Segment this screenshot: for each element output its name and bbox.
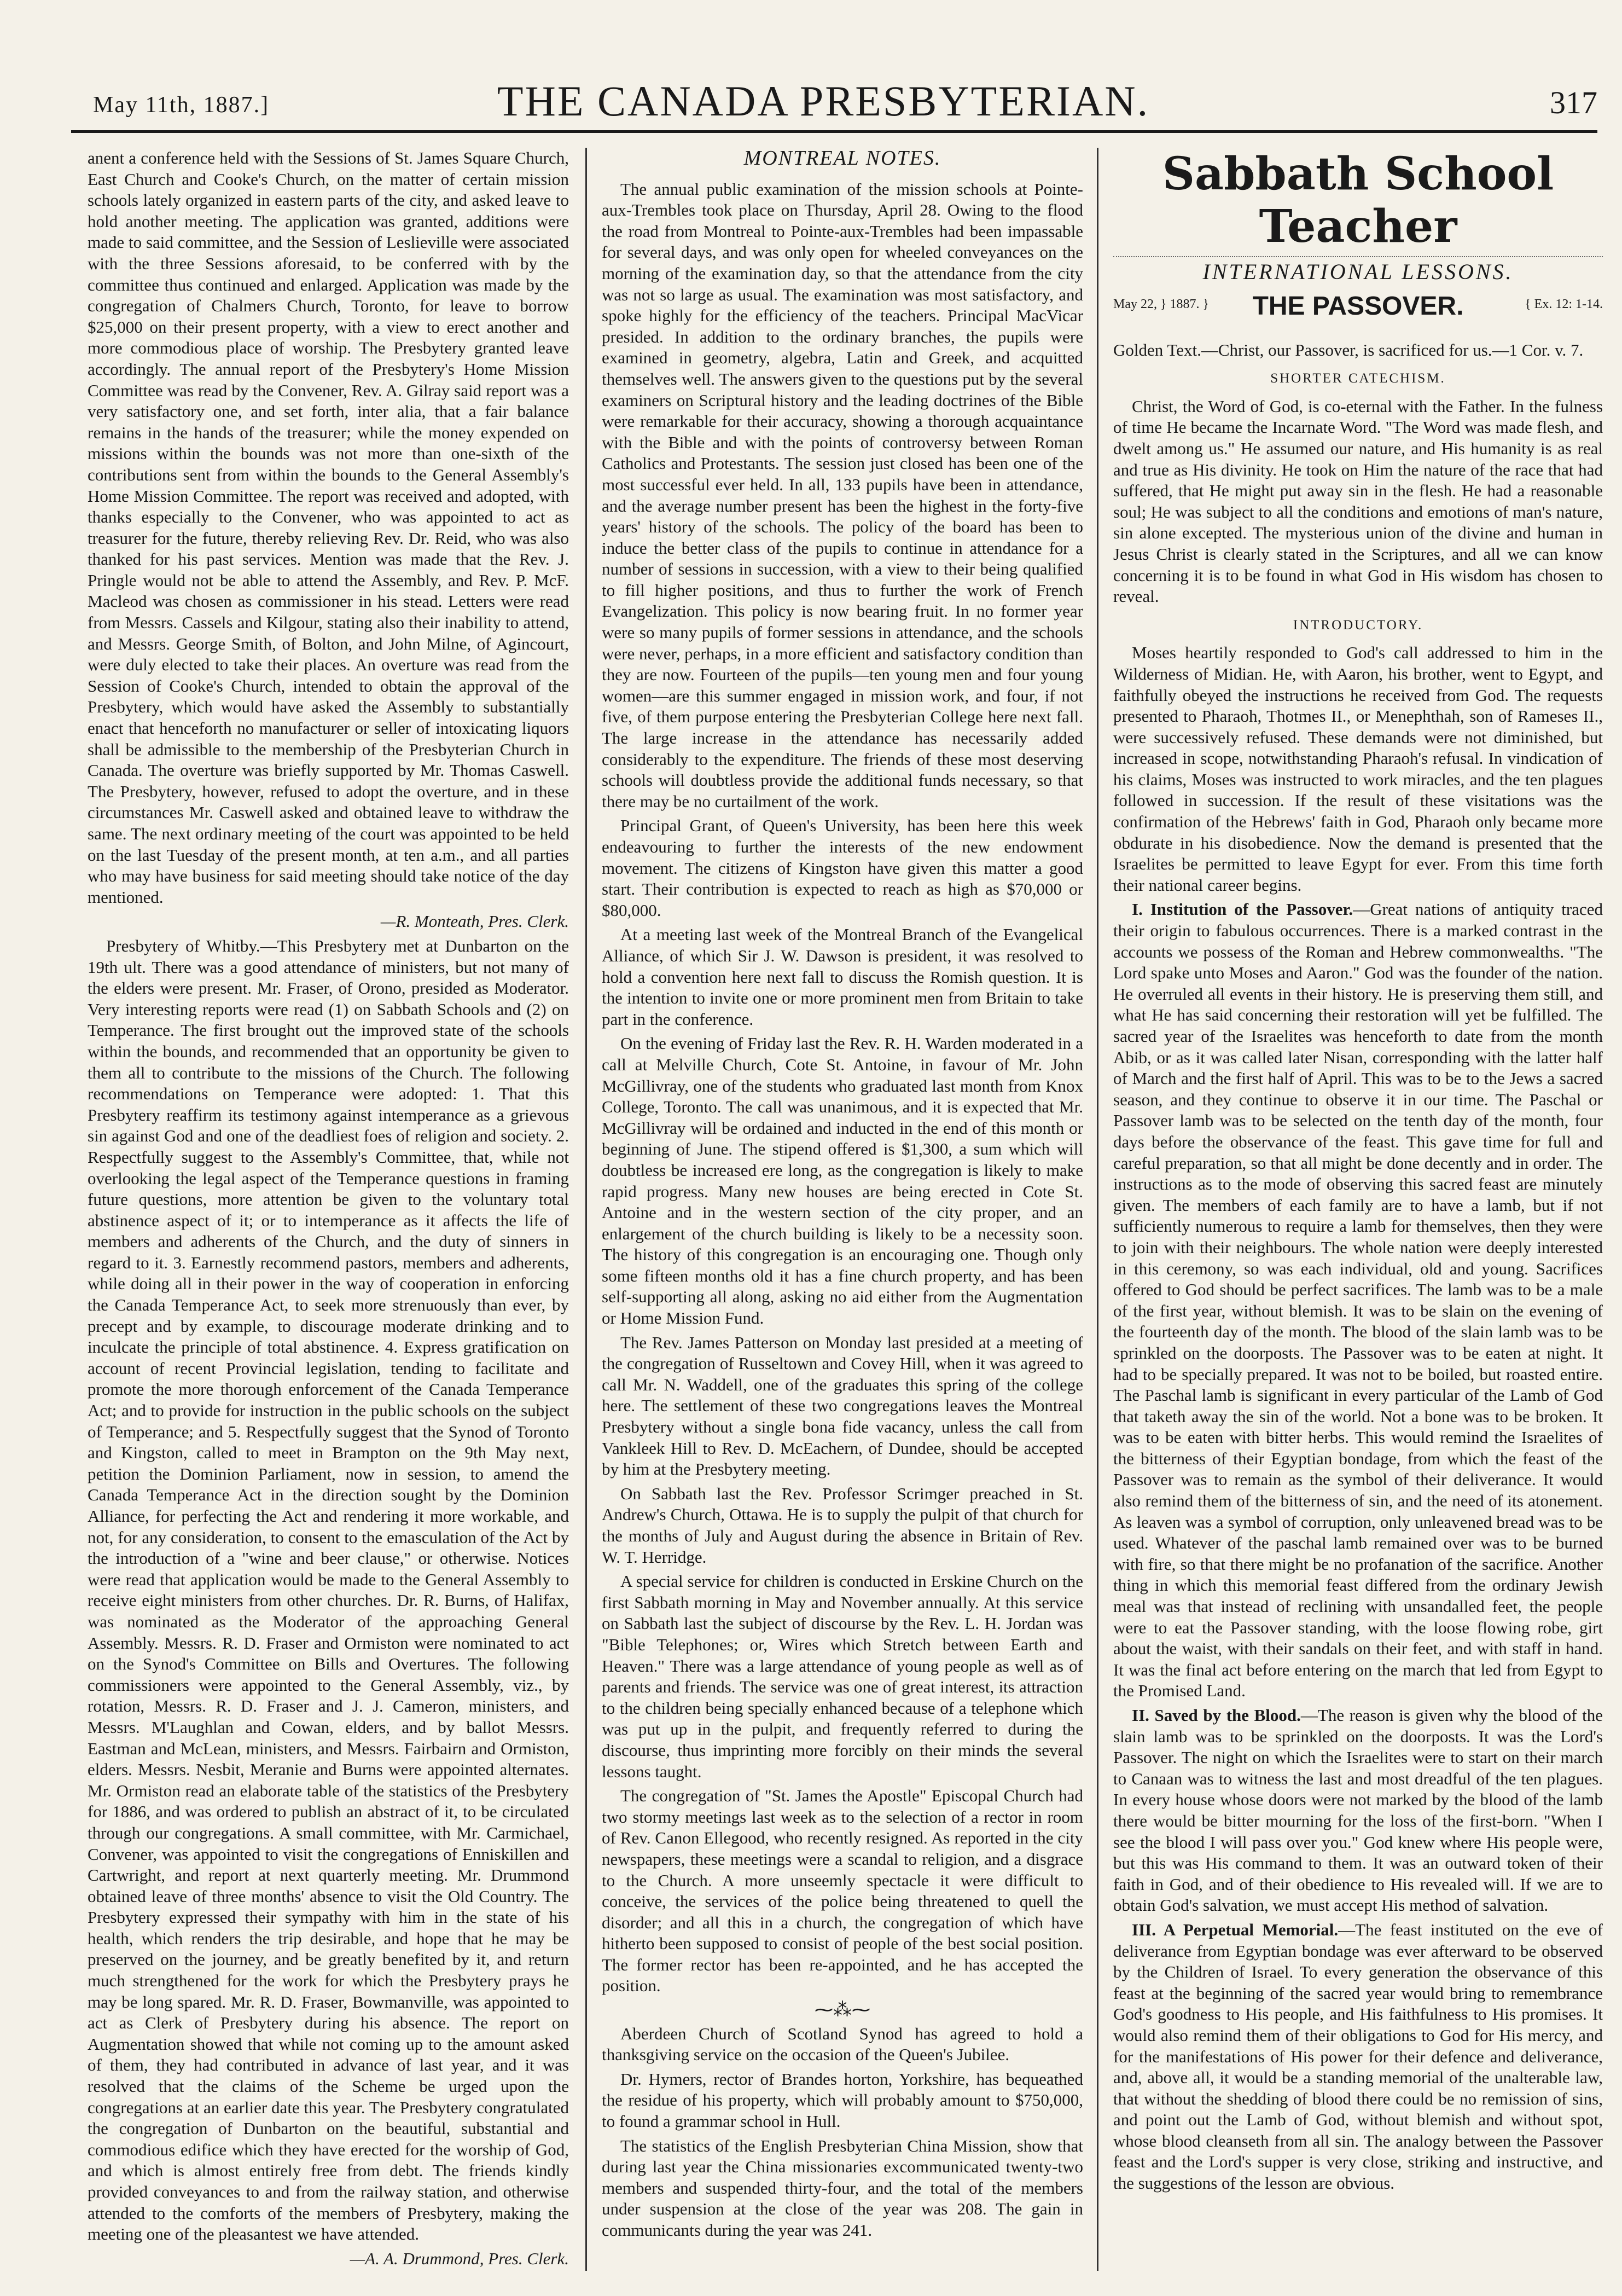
catechism-heading: SHORTER CATECHISM. xyxy=(1270,371,1446,386)
lesson-section xyxy=(1113,899,1603,1702)
article-paragraph: On the evening of Friday last the Rev. R. H. Warden moderated in a call at Melville Church, Cote St. Antoine, in favour of Mr. John McGillivray, one of the students who graduated last month from Knox College, Toronto. The call was unanimous, and it is expected that Mr. McGillivray will be ordained and inducted in the end of this month or beginning of June. The stipend offered is $1,300, a sum which will doubtless be increased ere long, as the congregation is likely to make rapid progress. Many new houses are being erected in Cote St. Antoine and in the western section of the city proper, and an enlargement of the church building is likely to be a necessity soon. The history of this congregation is an encouraging one. Though only some fifteen months old it has a fine church property, and has been self-supporting all along, asking no aid either from the Augmentation or Home Mission Fund. xyxy=(602,1034,1083,1328)
article-paragraph: Dr. Hymers, rector of Brandes horton, Yorkshire, has bequeathed the residue of his property, which will probably amount to $750,000, to found a grammar school in Hull. xyxy=(602,2069,1083,2131)
section-heading: MONTREAL NOTES. xyxy=(743,148,941,170)
article-paragraph: At a meeting last week of the Montreal Branch of the Evangelical Alliance, of which Sir J. W. Dawson is president, it was resolved to hold a convention here next fall to discuss the Romish question. It is the intention to invite one or more prominent men from Britain to take part in the conference. xyxy=(602,925,1083,1029)
section-text: —The reason is given why the blood of the slain lamb was to be sprinkled on the doorposts. It was the Lord's Passover. The night on which the Israelites were to start on their march to Canaan was to witness the last and most dreadful of the ten plagues. In every house whose doors were not marked by the blood of the lamb there would be bitter mourning for the loss of the first-born. "When I see the blood I will pass over you." God knew where His people were, but this was His command to them. It was an outward token of their faith in God, and of their obedience to His revealed will. If we are to obtain God's salvation, we must accept His method of salvation. xyxy=(1113,1706,1603,1915)
header-rule xyxy=(71,130,1597,133)
section-title: Sabbath School Teacher xyxy=(1162,148,1554,253)
article-paragraph: The Rev. James Patterson on Monday last presided at a meeting of the congregation of Russeltown and Covey Hill, when it was agreed to call Mr. N. Waddell, one of the graduates this spring of the college here. The settlement of these two congregations leaves the Montreal Presbytery without a single bona fide vacancy, unless the call from Vankleek Hill to Rev. D. McEachern, of Dundee, should be accepted by him at the Presbytery meeting. xyxy=(602,1332,1083,1479)
section-lead: II. Saved by the Blood. xyxy=(1132,1706,1301,1725)
article-paragraph: Principal Grant, of Queen's University, has been here this week endeavouring to further the interests of the new endowment movement. The citizens of Kingston have given this matter a good start. Their contribution is expected to reach as high as $70,000 or $80,000. xyxy=(602,816,1083,920)
lesson-section xyxy=(1113,1705,1603,1916)
section-text: —The feast instituted on the eve of deliverance from Egyptian bondage was ever afterward to be observed by the Children of Israel. To every generation the observance of this feast at the beginning of the sacred year would bring to remembrance God's goodness to His people, and His faithfulness to His promises. It would also remind them of their obligations to God for His mercy, and for the manifestations of His power for their defence and deliverance, and, above all, it would be a standing memorial of the unalterable law, that without the shedding of blood there could be no remission of sins, and point out the Lamb of God, without blemish and without spot, whose blood cleanseth from all sin. The analogy between the Passover feast and the Lord's supper is very close, striking and instructive, and the suggestions of the lesson are obvious. xyxy=(1113,1920,1603,2193)
article-paragraph: Presbytery of Whitby.—This Presbytery met at Dunbarton on the 19th ult. There was a good attendance of ministers, but not many of the elders were present. Mr. Fraser, of Orono, presided as Moderator. Very interesting reports were read (1) on Sabbath Schools and (2) on Temperance. The first brought out the improved state of the schools within the bounds, and recommended that an opportunity be given to them all to contribute to the missions of the Church. The following recommendations on Temperance were adopted: 1. That this Presbytery reaffirm its testimony against intemperance as a grievous sin against God and one of the deadliest foes of religion and society. 2. Respectfully suggest to the Assembly's Committee, that, while not overlooking the legal aspect of the Temperance questions in framing future questions, more attention be given to the voluntary total abstinence aspect of it; or to intemperance as it affects the life of members and adherents of the Church, and the duty of sinners in regard to it. 3. Earnestly recommend pastors, members and adherents, while doing all in their power in the way of cooperation in enforcing the Canada Temperance Act, to seek more strenuously than ever, by precept and by example, to discourage moderate drinking and to inculcate the principle of total abstinence. 4. Express gratification on account of recent Provincial legislation, tending to facilitate and promote the more thorough enforcement of the Canada Temperance Act; and to provide for instruction in the public schools on the subject of Temperance; and 5. Respectfully suggest that the Synod of Toronto and Kingston, called to meet in Brampton on the 9th May next, petition the Dominion Parliament, now in session, to amend the Canada Temperance Act in the direction sought by the Dominion Alliance, for perfecting the Act and rendering it more workable, and not, for any consideration, to consent to the emasculation of the Act by the introduction of a "wine and beer clause," or otherwise. Notices were read that application would be made to the General Assembly to receive eight ministers from other churches. Dr. R. Burns, of Halifax, was nominated as the Moderator of the approaching General Assembly. Messrs. R. D. Fraser and Ormiston were nominated to act on the Synod's Committee on Bills and Overtures. The following commissioners were appointed to the General Assembly, viz., by rotation, Messrs. R. D. Fraser and J. J. Cameron, ministers, and Messrs. M'Laughlan and Cowan, elders, and by ballot Messrs. Eastman and McLean, ministers, and Messrs. Fairbairn and Ormiston, elders. Messrs. Nesbit, Meranie and Burns were appointed alternates. Mr. Ormiston read an elaborate table of the statistics of the Presbytery for 1886, and was ordered to publish an abstract of it, to be circulated through our congregations. A small committee, with Mr. Carmichael, Convener, was appointed to visit the congregations of Enniskillen and Cartwright, and report at next quarterly meeting. Mr. Drummond obtained leave of three months' absence to visit the Old Country. The Presbytery expressed their sympathy with him in the state of his health, which renders the trip desirable, and hope that he may be preserved on the journey, and be greatly benefited by it, and return much strengthened for the work for which the Presbytery prays he may be long spared. Mr. R. D. Fraser, Bowmanville, was appointed to act as Clerk of Presbytery during his absence. The report on Augmentation showed that while not coming up to the amount asked of them, they had contributed in advance of last year, and it was resolved that the claims of the Scheme be urged upon the congregations at an earlier date this year. The Presbytery congratulated the congregation of Dunbarton on the beautiful, substantial and commodious edifice which they have erected for the worship of God, and which is almost entirely free from debt. The friends kindly provided conveyances to and from the railway station, and otherwise attended to the comforts of the members of Presbytery, making the meeting one of the pleasantest we have attended. xyxy=(88,936,569,2244)
article-paragraph: Aberdeen Church of Scotland Synod has agreed to hold a thanksgiving service on the occasion of the Queen's Jubilee. xyxy=(602,2024,1083,2065)
lesson-header xyxy=(1113,291,1603,332)
introductory-heading: INTRODUCTORY. xyxy=(1293,617,1423,633)
section-subtitle: INTERNATIONAL LESSONS. xyxy=(1113,256,1603,283)
signature: —R. Monteath, Pres. Clerk. xyxy=(380,912,569,931)
column-divider xyxy=(585,148,587,2271)
article-paragraph: The congregation of "St. James the Apostle" Episcopal Church had two stormy meetings last week as to the selection of a rector in room of Rev. Canon Ellegood, who recently resigned. As reported in the city newspapers, these meetings were a scandal to religion, and a disgrace to the Church. A more unseemly spectacle it were difficult to conceive, the services of the police being threatened to quell the disorder; and all this in a church, the congregation of which have hitherto been supposed to consist of people of the best social position. The former rector has been re-appointed, and he has accepted the position. xyxy=(602,1786,1083,1996)
article-paragraph: On Sabbath last the Rev. Professor Scrimger preached in St. Andrew's Church, Ottawa. He is to supply the pulpit of that church for the months of July and August during the absence in Britain of Rev. W. T. Herridge. xyxy=(602,1483,1083,1567)
column-divider xyxy=(1097,148,1098,2271)
page-number: 317 xyxy=(1550,85,1597,120)
column-montreal-notes xyxy=(602,148,1083,2271)
article-paragraph: Moses heartily responded to God's call addressed to him in the Wilderness of Midian. He, with Aaron, his brother, went to Egypt, and faithfully obeyed the instructions he received from God. The requests presented to Pharaoh, Thotmes II., or Menephthah, son of Rameses II., were successively refused. These demands were not diminished, but increased in scope, notwithstanding Pharaoh's refusal. In vindication of his claims, Moses was instructed to work miracles, and the ten plagues followed in succession. If the result of these visitations was the confirmation of the Hebrews' faith in God, Pharaoh only became more obdurate in his disobedience. Now the demand is presented that the Israelites be permitted to leave Egypt for ever. From this time forth their national career begins. xyxy=(1113,643,1603,895)
section-divider: ⁓⁂⁓ xyxy=(815,2000,870,2021)
column-presbytery-reports xyxy=(88,148,569,2271)
column-sabbath-school xyxy=(1113,148,1603,2271)
lesson-section xyxy=(1113,1920,1603,2194)
article-paragraph: anent a conference held with the Sessions of St. James Square Church, East Church and Cooke's Church, on the matter of certain mission schools lately organized in eastern parts of the city, and asked leave to hold another meeting. The application was granted, additions were made to said committee, and the Session of Leslieville were associated with the three Sessions aforesaid, to be conferred with by the committee thus continued and enlarged. Application was made by the congregation of Chalmers Church, Toronto, for leave to borrow $25,000 on their present property, with a view to erect another and more commodious place of worship. The Presbytery granted leave accordingly. The annual report of the Presbytery's Home Mission Committee was read by the Convener, Rev. A. Gilray said report was a very satisfactory one, and set forth, inter alia, that a fair balance remains in the hands of the treasurer; while the money expended on missions within the bounds was not more than one-sixth of the contributions sent from within the bounds to the General Assembly's Home Mission Committee. The report was received and adopted, with thanks especially to the Convener, who was appointed to act as treasurer for the future, thereby relieving Rev. Dr. Reid, who was also thanked for his past services. Mention was made that the Rev. J. Pringle would not be able to attend the Assembly, and Rev. P. McF. Macleod was chosen as commissioner in his stead. Letters were read from Messrs. Cassels and Kilgour, stating also their inability to attend, and Messrs. George Smith, of Bolton, and John Milne, of Agincourt, were duly elected to take their places. An overture was read from the Session of Cooke's Church, intended to obtain the approval of the Presbytery, which would have asked the Assembly to substantially enact that henceforth no manufacturer or seller of intoxicating liquors shall be admissible to the membership of the Presbyterian Church in Canada. The overture was briefly supported by Mr. Thomas Caswell. The Presbytery, however, refused to adopt the overture, and in these circumstances Mr. Caswell asked and obtained leave to withdraw the same. The next ordinary meeting of the court was appointed to be held on the last Tuesday of the present month, at ten a.m., and all parties who may have business for said meeting should take notice of the day mentioned. xyxy=(88,148,569,907)
article-paragraph: The statistics of the English Presbyterian China Mission, show that during last year the China missionaries excommunicated twenty-two members and suspended thirty-four, and the total of the members under suspension at the close of the year was 208. The gain in communicants during the year was 241. xyxy=(602,2136,1083,2240)
article-paragraph: Christ, the Word of God, is co-eternal with the Father. In the fulness of time He became the Incarnate Word. "The Word was made flesh, and dwelt among us." He assumed our nature, and His humanity is as real and true as His divinity. He took on Him the nature of the race that had suffered, that He might put away sin in the flesh. He had a reasonable soul; He was subject to all the conditions and emotions of man's nature, sin alone excepted. The mysterious union of the divine and human in Jesus Christ is clearly stated in the Scriptures, and all we can know concerning it is to be found in what God in His wisdom has chosen to reveal. xyxy=(1113,396,1603,606)
newspaper-page xyxy=(38,22,1608,2282)
lesson-title: THE PASSOVER. xyxy=(1252,291,1464,321)
page-header xyxy=(38,60,1608,126)
article-paragraph: The annual public examination of the mission schools at Pointe-aux-Trembles took place on Thursday, April 28. Owing to the flood the road from Montreal to Pointe-aux-Trembles had been impassable for several days, and was only open for wheeled conveyances on the morning of the examination day, so that the attendance from the city was not so large as usual. The examination was most satisfactory, and spoke highly for the efficiency of the teachers. Principal MacVicar presided. In addition to the ordinary branches, the pupils were examined in geometry, algebra, Latin and Greek, and acquitted themselves well. The answers given to the questions put by the several examiners on Scriptural history and the leading doctrines of the Bible were remarkable for their accuracy, showing a thorough acquaintance with the Bible and with the points of controversy between Roman Catholics and Protestants. The session just closed has been one of the most successful ever held. In all, 133 pupils have been in attendance, and the average number present has been the highest in the forty-five years' history of the schools. The policy of the board has been to induce the better class of the pupils to continue in attendance for a number of sessions in succession, with a view to their being qualified to fill higher positions, and thus to further the work of French Evangelization. This policy is now bearing fruit. In no former year were so many pupils of former sessions in attendance, and the schools were never, perhaps, in a more efficient and satisfactory condition than they are now. Fourteen of the pupils—ten young men and four young women—are this summer engaged in mission work, and four, if not five, of them purpose entering the Presbyterian College here next fall. The large increase in the attendance has necessarily added considerably to the expenditure. The friends of these most deserving schools will doubtless provide the additional funds necessary, so that there may be no curtailment of the work. xyxy=(602,179,1083,811)
lesson-date: May 22, } 1887. } xyxy=(1113,297,1210,311)
signature: —A. A. Drummond, Pres. Clerk. xyxy=(350,2248,569,2268)
lesson-reference: { Ex. 12: 1-14. xyxy=(1525,297,1603,311)
section-text: —Great nations of antiquity traced their origin to fabulous occurrences. There is a marked contrast in the accounts we possess of the Roman and Hebrew commonwealths. "The Lord spake unto Moses and Aaron." God was the founder of the nation. He overruled all events in their history. He is preserving them still, and what He has said concerning their restoration will yet be fulfilled. The sacred year of the Israelites was henceforth to date from the month Abib, or as it was called later Nisan, corresponding with the latter half of March and the first half of April. This was to be to the Jews a sacred season, and they continue to observe it in our time. The Paschal or Passover lamb was to be selected on the tenth day of the month, four days before the observance of the feast. This gave time for full and careful preparation, so that all might be done decently and in order. The instructions as to the mode of observing this sacred feast are minutely given. The members of each family are to have a lamb, but if not sufficiently numerous to require a lamb for themselves, then they were to join with their neighbours. The whole nation were deeply interested in this ceremony, so was each individual, old and young. Sacrifices offered to God should be perfect sacrifices. The lamb was to be a male of the first year, without blemish. It was to be slain on the evening of the fourteenth day of the month. The blood of the slain lamb was to be sprinkled on the doorposts. The Passover was to be eaten at night. It had to be specially prepared. It was not to be boiled, but roasted entire. The Paschal lamb is significant in every particular of the Lamb of God that taketh away the sin of the world. Not a bone was to be broken. It was to be eaten with bitter herbs. This would remind the Israelites of the bitterness of their Egyptian bondage, from which the feast of the Passover was to remain as the symbol of their deliverance. It would also remind them of the bitterness of sin, and the need of its atonement. As leaven was a symbol of corruption, only unleavened bread was to be used. Whatever of the paschal lamb remained over was to be burned with fire, so that there might be no profanation of the sacrifice. Another thing in which this memorial feast differed from the ordinary Jewish meal was that instead of reclining with unsandalled feet, the people were to eat the Passover standing, with the loose flowing robe, girt about the waist, with their sandals on their feet, and with staff in hand. It was the final act before entering on the march that led from Egypt to the Promised Land. xyxy=(1113,900,1603,1701)
section-lead: III. A Perpetual Memorial. xyxy=(1132,1920,1339,1939)
article-paragraph: A special service for children is conducted in Erskine Church on the first Sabbath morning in May and November annually. At this service on Sabbath last the subject of discourse by the Rev. L. H. Jordan was "Bible Telephones; or, Wires which Stretch between Earth and Heaven." There was a large attendance of young people as well as of parents and friends. The service was one of great interest, its attraction to the children being specially enhanced because of a telephone which was put up in the pulpit, and frequently referred to during the discourse, thus imprinting more forcibly on their minds the several lessons taught. xyxy=(602,1572,1083,1781)
issue-date: May 11th, 1887.] xyxy=(93,92,270,118)
golden-text: Golden Text.—Christ, our Passover, is sacrificed for us.—1 Cor. v. 7. xyxy=(1113,340,1584,360)
section-lead: I. Institution of the Passover. xyxy=(1132,900,1353,919)
masthead-title: THE CANADA PRESBYTERIAN. xyxy=(497,77,1150,125)
